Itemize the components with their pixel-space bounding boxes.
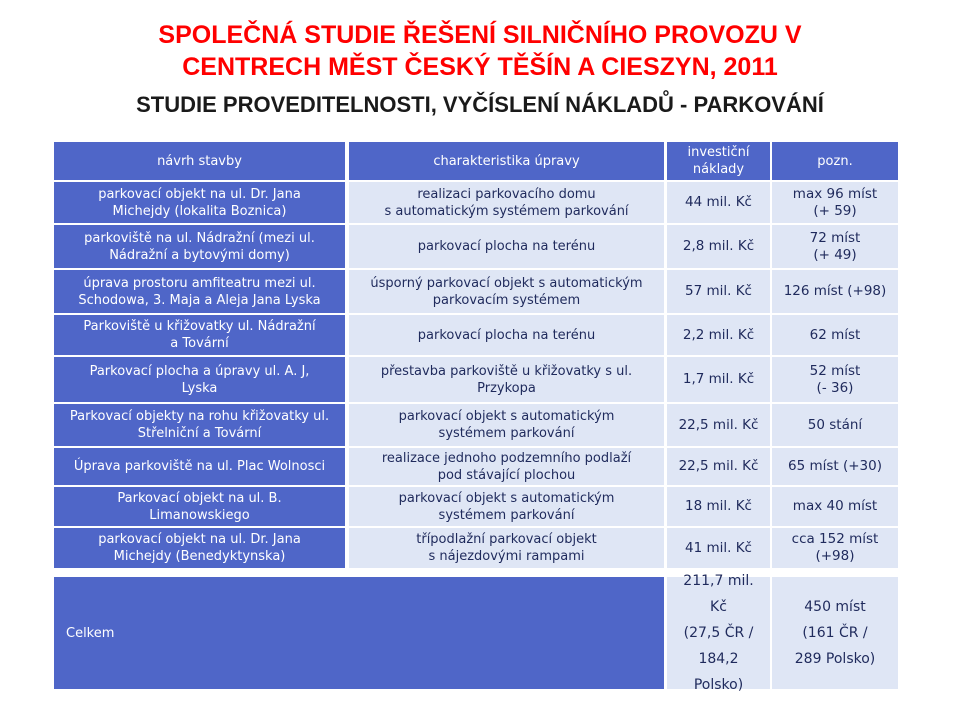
row-3-cost-text: 2,2 mil. Kč xyxy=(682,326,755,343)
row-7-design-text: Parkovací objekt na ul. B. Limanowskiego xyxy=(117,490,282,523)
row-8-design xyxy=(54,528,345,568)
total-note-text: 450 míst (161 ČR / 289 Polsko) xyxy=(794,599,876,667)
row-2-design xyxy=(54,270,345,313)
row-6-cost xyxy=(667,448,770,485)
row-0-description xyxy=(349,182,664,223)
row-8-description-text: třípodlažní parkovací objekt s nájezdovými rampami xyxy=(416,532,597,564)
column-header-3 xyxy=(772,142,898,180)
row-6-note-text: 65 míst (+30) xyxy=(787,458,882,474)
column-header-2-text: investiční náklady xyxy=(687,145,750,177)
total-label xyxy=(54,577,664,689)
subtitle: STUDIE PROVEDITELNOSTI, VYČÍSLENÍ NÁKLADŮ - PARKOVÁNÍ xyxy=(136,92,824,117)
total-label-text: Celkem xyxy=(66,625,115,641)
row-1-design-text: parkoviště na ul. Nádražní (mezi ul. Nádražní a bytovými domy) xyxy=(84,230,315,263)
row-5-design-text: Parkovací objekty na rohu křižovatky ul. Střelniční a Tovární xyxy=(69,409,330,441)
row-7-note xyxy=(772,487,898,526)
title-line-1: SPOLEČNÁ STUDIE ŘEŠENÍ SILNIČNÍHO PROVOZU V xyxy=(158,21,802,49)
row-7-cost xyxy=(667,487,770,526)
total-note xyxy=(772,577,898,689)
row-2-description xyxy=(349,270,664,313)
row-8-design-text: parkovací objekt na ul. Dr. Jana Michejdy (Benedyktynska) xyxy=(98,532,301,564)
row-8-note-text: cca 152 míst (+98) xyxy=(791,531,879,564)
row-3-description-text: parkovací plocha na terénu xyxy=(417,327,596,343)
row-0-note xyxy=(772,182,898,223)
row-7-cost-text: 18 mil. Kč xyxy=(685,498,752,514)
row-2-note-text: 126 míst (+98) xyxy=(783,283,887,299)
row-1-note-text: 72 míst (+ 49) xyxy=(809,229,861,263)
row-0-description-text: realizaci parkovacího domu s automatickým systémem parkování xyxy=(384,186,629,219)
column-header-1 xyxy=(349,142,664,180)
row-1-description-text: parkovací plocha na terénu xyxy=(417,239,596,254)
row-6-cost-text: 22,5 mil. Kč xyxy=(678,458,759,474)
row-8-cost xyxy=(667,528,770,568)
row-4-note-text: 52 míst (- 36) xyxy=(809,362,861,396)
row-0-cost xyxy=(667,182,770,223)
row-5-description-text: parkovací objekt s automatickým systémem parkování xyxy=(398,409,615,441)
row-3-note xyxy=(772,315,898,355)
row-5-note xyxy=(772,404,898,446)
row-8-cost-text: 41 mil. Kč xyxy=(685,539,752,556)
row-6-description-text: realizace jednoho podzemního podlaží pod stávající plochou xyxy=(381,450,632,483)
row-4-description-text: přestavba parkoviště u křižovatky s ul. Przykopa xyxy=(380,363,633,396)
column-header-2 xyxy=(667,142,770,180)
row-6-description xyxy=(349,448,664,485)
row-5-description xyxy=(349,404,664,446)
row-1-design xyxy=(54,225,345,268)
column-header-0 xyxy=(54,142,345,180)
row-0-design-text: parkovací objekt na ul. Dr. Jana Michejdy (lokalita Boznica) xyxy=(98,186,301,219)
row-1-cost xyxy=(667,225,770,268)
row-4-cost xyxy=(667,357,770,402)
row-6-note xyxy=(772,448,898,485)
row-6-design-text: Úprava parkoviště na ul. Plac Wolnosci xyxy=(73,459,326,474)
row-3-cost xyxy=(667,315,770,355)
row-5-design xyxy=(54,404,345,446)
row-1-cost-text: 2,8 mil. Kč xyxy=(682,238,755,254)
row-1-description xyxy=(349,225,664,268)
row-1-note xyxy=(772,225,898,268)
row-7-description-text: parkovací objekt s automatickým systémem parkování xyxy=(398,490,615,523)
column-header-0-text: návrh stavby xyxy=(157,153,242,169)
row-2-cost xyxy=(667,270,770,313)
row-8-note xyxy=(772,528,898,568)
column-header-1-text: charakteristika úpravy xyxy=(433,153,580,169)
total-cost xyxy=(667,573,770,693)
row-5-note-text: 50 stání xyxy=(807,416,863,433)
row-4-note xyxy=(772,357,898,402)
row-2-note xyxy=(772,270,898,313)
row-0-design xyxy=(54,182,345,223)
row-7-note-text: max 40 míst xyxy=(792,498,878,514)
row-3-note-text: 62 míst xyxy=(809,326,861,343)
row-5-cost-text: 22,5 mil. Kč xyxy=(678,416,759,433)
row-4-design xyxy=(54,357,345,402)
column-header-3-text: pozn. xyxy=(817,153,853,169)
row-8-description xyxy=(349,528,664,568)
total-cost-text: 211,7 mil. Kč (27,5 ČR / 184,2 Polsko) xyxy=(683,573,754,693)
row-4-description xyxy=(349,357,664,402)
row-4-design-text: Parkovací plocha a úpravy ul. A. J, Lyska xyxy=(89,363,310,396)
row-2-design-text: úprava prostoru amfiteatru mezi ul. Schodowa, 3. Maja a Aleja Jana Lyska xyxy=(78,275,321,308)
row-4-cost-text: 1,7 mil. Kč xyxy=(682,371,755,387)
row-5-cost xyxy=(667,404,770,446)
row-7-description xyxy=(349,487,664,526)
row-3-description xyxy=(349,315,664,355)
title-line-2: CENTRECH MĚST ČESKÝ TĚŠÍN A CIESZYN, 2011 xyxy=(182,53,778,81)
row-6-design xyxy=(54,448,345,485)
row-0-note-text: max 96 míst (+ 59) xyxy=(792,185,878,219)
row-3-design-text: Parkoviště u křižovatky ul. Nádražní a Tovární xyxy=(83,319,316,351)
row-2-cost-text: 57 mil. Kč xyxy=(685,283,752,299)
row-0-cost-text: 44 mil. Kč xyxy=(685,194,752,210)
row-7-design xyxy=(54,487,345,526)
row-3-design xyxy=(54,315,345,355)
row-2-description-text: úsporný parkovací objekt s automatickým parkovacím systémem xyxy=(370,275,643,308)
